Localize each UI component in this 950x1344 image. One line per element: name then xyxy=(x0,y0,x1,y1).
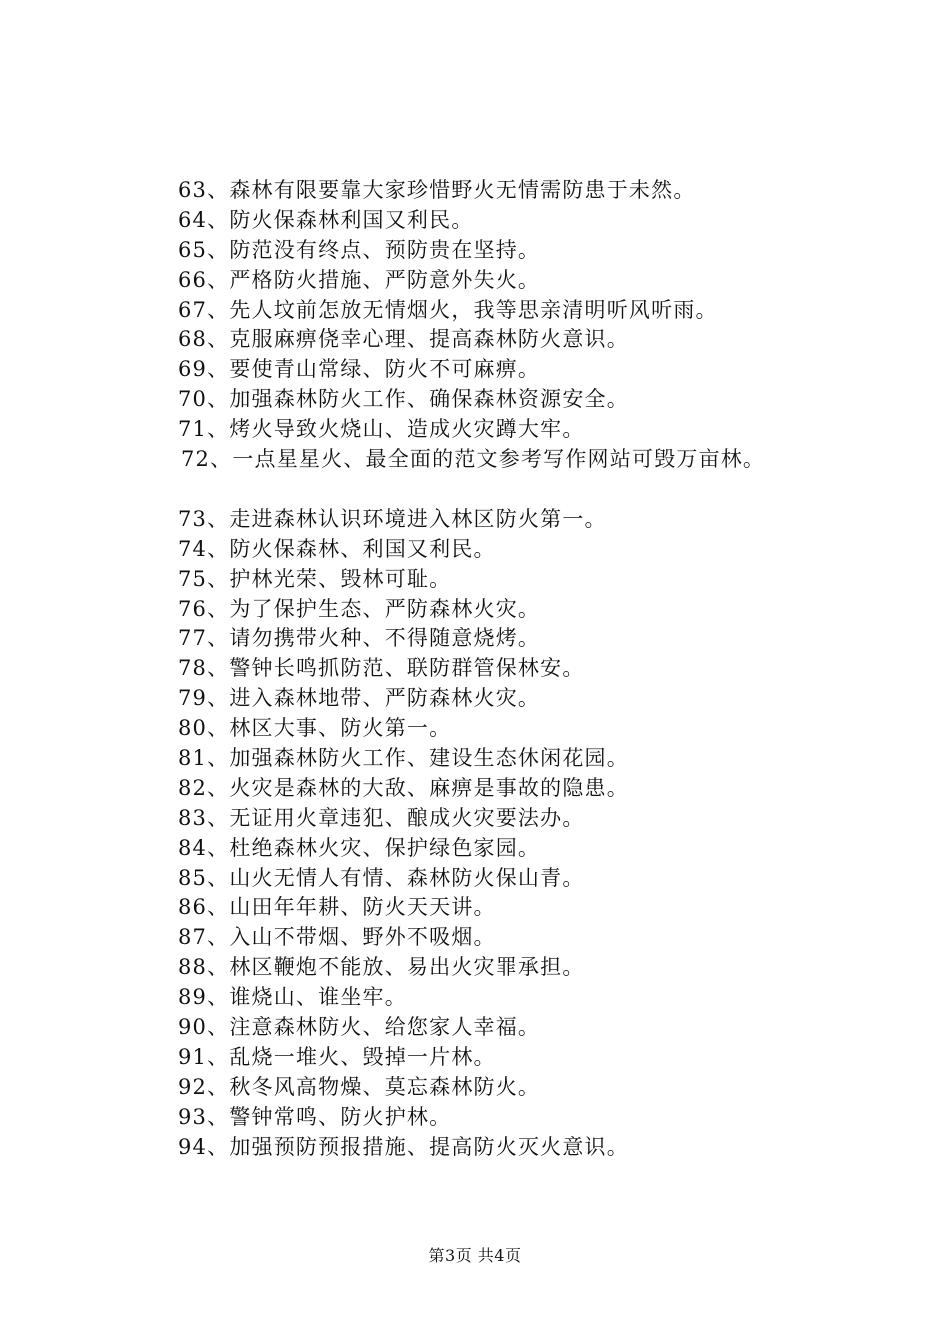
list-item: 94、加强预防预报措施、提高防火灭火意识。 xyxy=(178,1134,629,1159)
list-item: 67、先人坟前怎放无情烟火，我等思亲清明听风听雨。 xyxy=(178,297,718,322)
list-item: 74、防火保森林、利国又利民。 xyxy=(178,536,496,561)
list-item: 66、严格防火措施、严防意外失火。 xyxy=(178,267,541,292)
list-item: 79、进入森林地带、严防森林火灾。 xyxy=(178,686,541,711)
list-item: 80、林区大事、防火第一。 xyxy=(178,716,452,741)
list-item: 72、一点星星火、最全面的范文参考写作网站可毁万亩林。 xyxy=(181,447,766,472)
list-item: 71、烤火导致火烧山、造成火灾蹲大牢。 xyxy=(178,417,585,442)
list-item: 86、山田年年耕、防火天天讲。 xyxy=(178,895,496,920)
list-item: 91、乱烧一堆火、毁掉一片林。 xyxy=(178,1044,496,1069)
list-item: 65、防范没有终点、预防贵在坚持。 xyxy=(178,237,541,262)
list-item: 90、注意森林防火、给您家人幸福。 xyxy=(178,1015,541,1040)
list-item: 93、警钟常鸣、防火护林。 xyxy=(178,1104,452,1129)
list-item: 83、无证用火章违犯、酿成火灾要法办。 xyxy=(178,805,585,830)
slogan-list xyxy=(178,176,918,1163)
list-item: 63、森林有限要靠大家珍惜野火无情需防患于未然。 xyxy=(178,178,696,202)
list-item: 81、加强森林防火工作、建设生态休闲花园。 xyxy=(178,746,629,771)
list-item: 64、防火保森林利国又利民。 xyxy=(178,207,474,232)
list-item: 78、警钟长鸣抓防范、联防群管保林安。 xyxy=(178,656,585,681)
list-item: 76、为了保护生态、严防森林火灾。 xyxy=(178,596,541,621)
list-item: 70、加强森林防火工作、确保森林资源安全。 xyxy=(178,387,629,412)
paragraph-gap xyxy=(178,475,918,505)
list-item: 69、要使青山常绿、防火不可麻痹。 xyxy=(178,357,541,382)
list-item: 73、走进森林认识环境进入林区防火第一。 xyxy=(178,506,607,531)
list-item: 84、杜绝森林火灾、保护绿色家园。 xyxy=(178,835,541,860)
list-item: 85、山火无情人有情、森林防火保山青。 xyxy=(178,865,585,890)
list-item: 92、秋冬风高物燥、莫忘森林防火。 xyxy=(178,1074,541,1099)
page-footer: 第3页 共4页 xyxy=(428,1246,522,1265)
list-item: 87、入山不带烟、野外不吸烟。 xyxy=(178,925,496,950)
list-item: 89、谁烧山、谁坐牢。 xyxy=(178,985,407,1010)
list-item: 82、火灾是森林的大敌、麻痹是事故的隐患。 xyxy=(178,775,629,800)
list-item: 68、克服麻痹侥幸心理、提高森林防火意识。 xyxy=(178,327,629,352)
list-item: 75、护林光荣、毁林可耻。 xyxy=(178,566,452,591)
list-item: 88、林区鞭炮不能放、易出火灾罪承担。 xyxy=(178,955,585,980)
list-item: 77、请勿携带火种、不得随意烧烤。 xyxy=(178,626,541,651)
